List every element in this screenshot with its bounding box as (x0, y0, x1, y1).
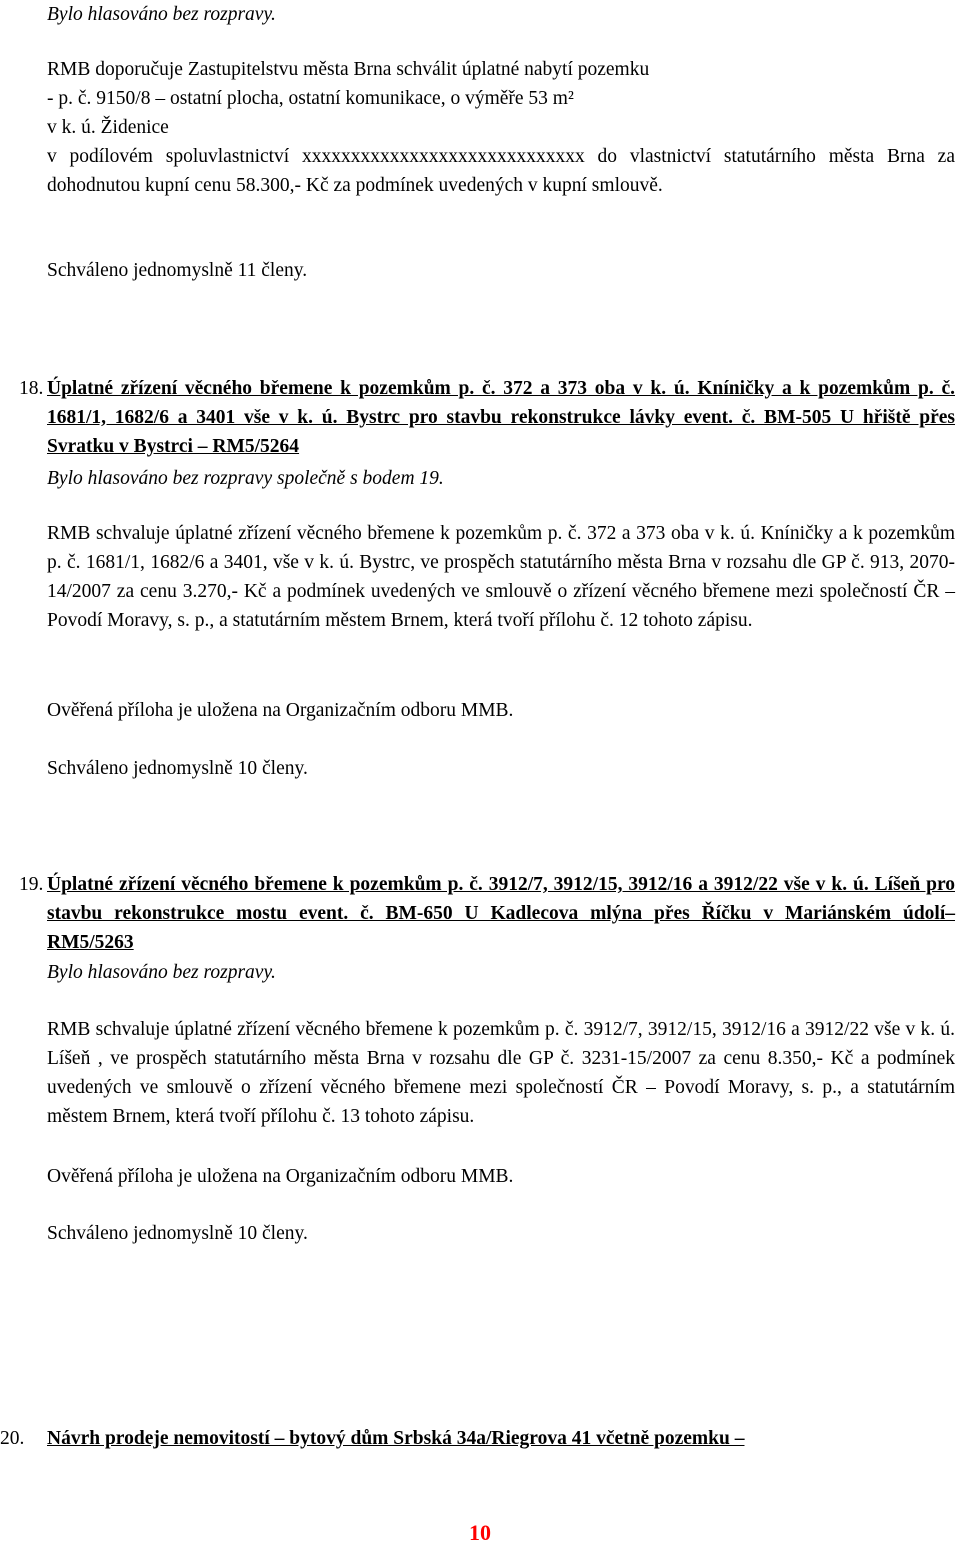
no-debate-note: Bylo hlasováno bez rozpravy. (47, 962, 276, 983)
item-number: 18. (19, 378, 44, 399)
item-number: 19. (19, 874, 44, 895)
recommendation-line-2: - p. č. 9150/8 – ostatní plocha, ostatní komunikace, o výměře 53 m² (47, 88, 574, 109)
recommendation-line-1: RMB doporučuje Zastupitelstvu města Brna schválit úplatné nabytí pozemku (47, 59, 650, 80)
item-heading: Úplatné zřízení věcného břemene k pozemkům p. č. 372 a 373 oba v k. ú. Kníničky a k pozemkům p. č. 1681/1, 1682/6 a 3401 vše v k. ú. Bystrc pro stavbu rekonstrukce lávky event. č. BM-505 U hřiště přes Svratku v Bystrci – RM5/5264 (47, 378, 955, 457)
no-debate-note: Bylo hlasováno bez rozpravy společně s bodem 19. (47, 468, 444, 489)
resolution-text: RMB schvaluje úplatné zřízení věcného břemene k pozemkům p. č. 372 a 373 oba v k. ú. Kníničky a k pozemkům p. č. 1681/1, 1682/6 a 3401, vše v k. ú. Bystrc, ve prospěch statutárního města Brna v rozsahu dle GP č. 913, 2070-14/2007 za cenu 3.270,- Kč a podmínek uvedených ve smlouvě o zřízení věcného břemene mezi společností ČR – Povodí Moravy, s. p., a statutárním městem Brnem, která tvoří přílohu č. 12 tohoto zápisu. (47, 523, 955, 631)
item-heading: Návrh prodeje nemovitostí – bytový dům Srbská 34a/Riegrova 41 včetně pozemku – (47, 1428, 745, 1449)
attachment-note: Ověřená příloha je uložena na Organizačním odboru MMB. (47, 1166, 514, 1187)
resolution-text: RMB schvaluje úplatné zřízení věcného břemene k pozemkům p. č. 3912/7, 3912/15, 3912/16 a 3912/22 vše v k. ú. Líšeň , ve prospěch statutárního města Brna v rozsahu dle GP č. 3231-15/2007 za cenu 8.350,- Kč a podmínek uvedených ve smlouvě o zřízení věcného břemene mezi společností ČR – Povodí Moravy, s. p., a statutárním městem Brnem, která tvoří přílohu č. 13 tohoto zápisu. (47, 1019, 955, 1127)
attachment-note: Ověřená příloha je uložena na Organizačním odboru MMB. (47, 700, 514, 721)
approval-note: Schváleno jednomyslně 10 členy. (47, 758, 308, 779)
approval-note: Schváleno jednomyslně 11 členy. (47, 260, 308, 281)
page-number: 10 (469, 1520, 491, 1545)
item-heading: Úplatné zřízení věcného břemene k pozemkům p. č. 3912/7, 3912/15, 3912/16 a 3912/22 vše v k. ú. Líšeň pro stavbu rekonstrukce mostu event. č. BM-650 U Kadlecova mlýna přes Říčku v Mariánském údolí– RM5/5263 (47, 874, 955, 953)
approval-note: Schváleno jednomyslně 10 členy. (47, 1223, 308, 1244)
recommendation-text: v podílovém spoluvlastnictví xxxxxxxxxxxxxxxxxxxxxxxxxxxxx do vlastnictví statutárního města Brna za dohodnutou kupní cenu 58.300,- Kč za podmínek uvedených v kupní smlouvě. (47, 146, 955, 196)
no-debate-note: Bylo hlasováno bez rozpravy. (47, 4, 276, 25)
recommendation-line-3: v k. ú. Židenice (47, 117, 169, 138)
item-number: 20. (0, 1428, 25, 1449)
